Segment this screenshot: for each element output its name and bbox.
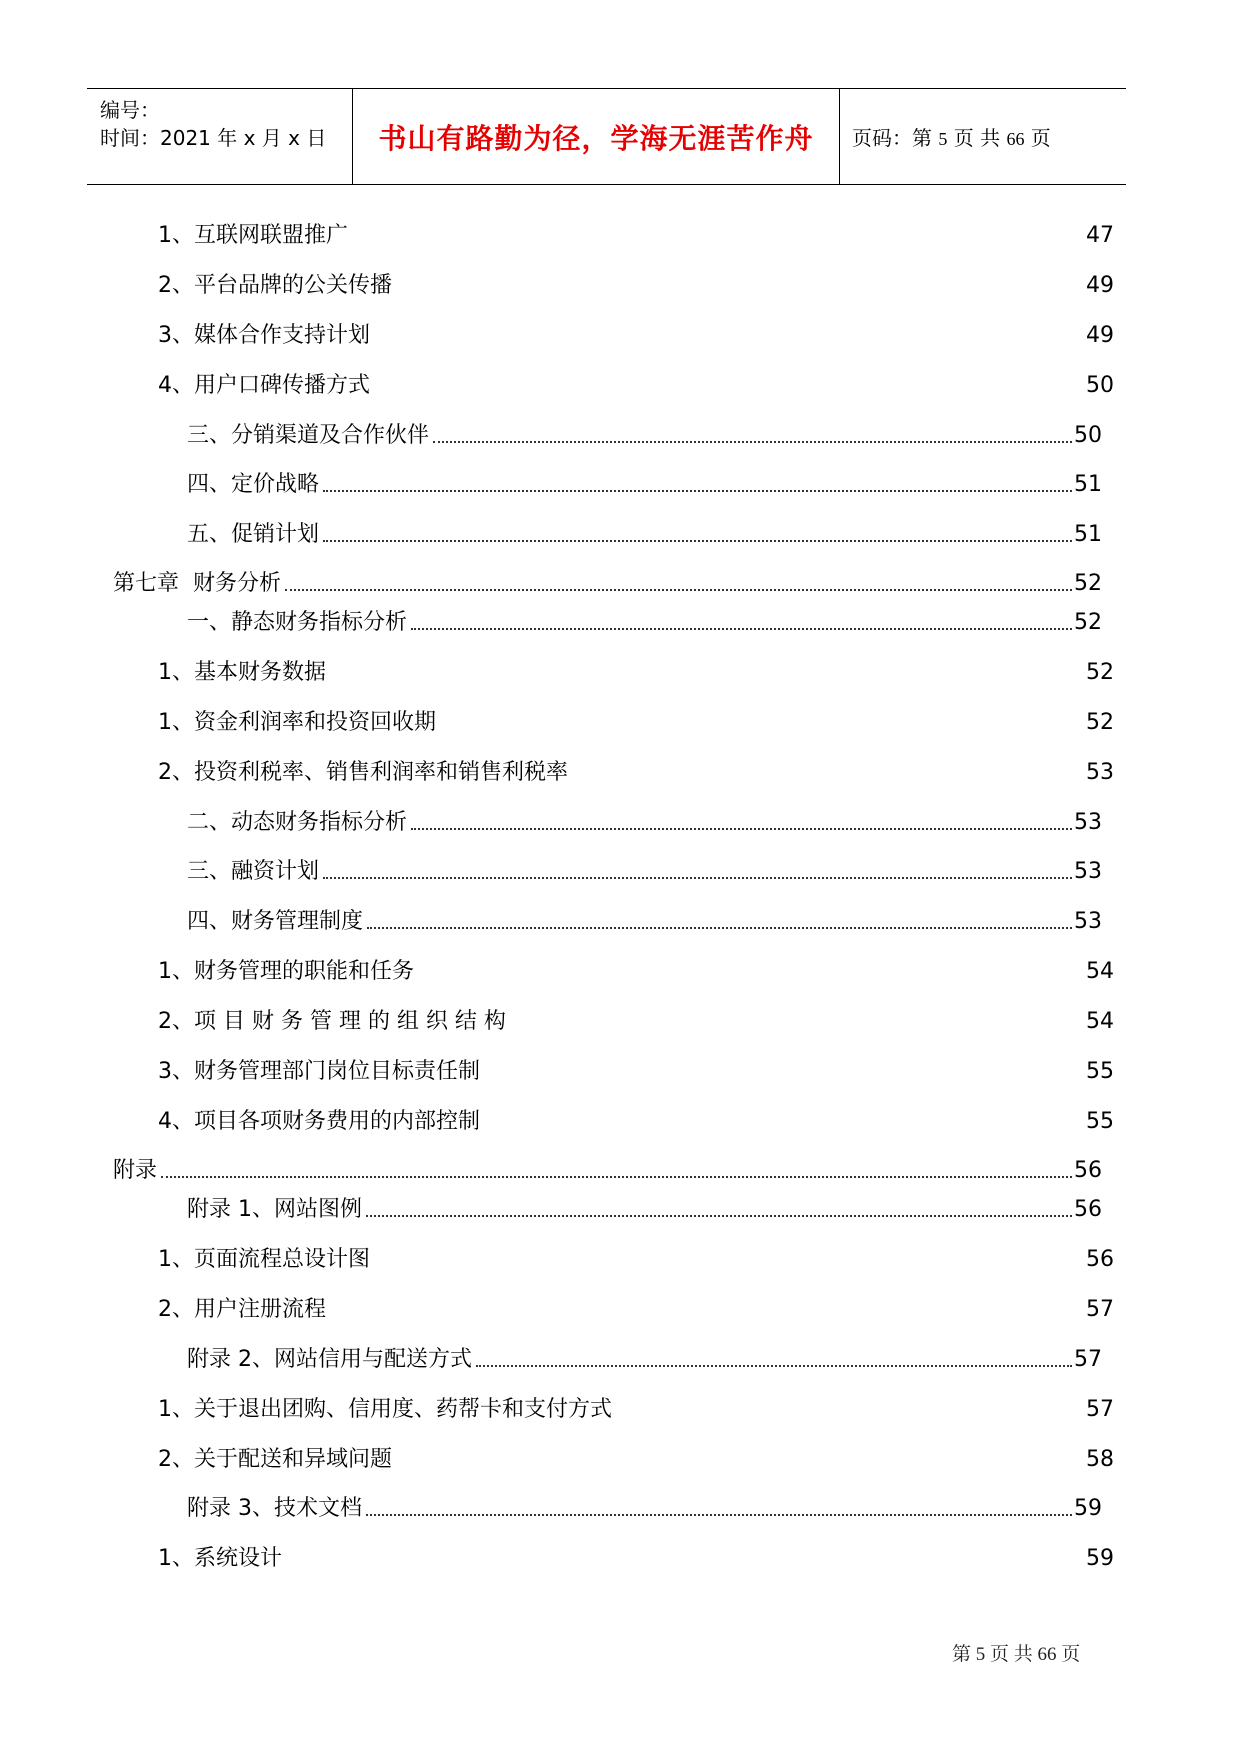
toc-entry-title: 3、财务管理部门岗位目标责任制	[158, 1059, 480, 1084]
toc-entry-page: 54	[1086, 1009, 1114, 1034]
toc-entry-page: 52	[1074, 610, 1102, 635]
toc-entry-title: 三、融资计划	[187, 859, 320, 884]
toc-entry[interactable]	[158, 1541, 1114, 1573]
toc-entry-title: 二、动态财务指标分析	[187, 810, 408, 835]
toc-entry[interactable]	[187, 467, 1102, 499]
dot-leader	[323, 876, 1072, 879]
serial-label: 编号：	[100, 98, 160, 122]
toc-entry-title: 四、财务管理制度	[187, 909, 364, 934]
dot-leader	[433, 440, 1072, 443]
dot-leader	[366, 1214, 1072, 1217]
toc-entry-page: 57	[1074, 1347, 1102, 1372]
toc-entry[interactable]	[113, 566, 1102, 598]
toc-entry-title: 1、互联网联盟推广	[158, 223, 348, 248]
toc-entry-page: 50	[1074, 423, 1102, 448]
toc-entry[interactable]	[158, 1442, 1114, 1474]
toc-entry[interactable]	[158, 705, 1114, 737]
toc-entry-title: 附录 3、技术文档	[187, 1496, 362, 1521]
toc-entry-title: 2、平台品牌的公关传播	[158, 273, 392, 298]
toc-entry-page: 56	[1086, 1247, 1114, 1272]
toc-entry-page: 56	[1074, 1158, 1102, 1183]
toc-entry[interactable]	[113, 1153, 1102, 1185]
toc-entry-title: 2、关于配送和异域问题	[158, 1447, 392, 1472]
toc-entry-title: 一、静态财务指标分析	[187, 610, 408, 635]
toc-entry[interactable]	[158, 368, 1114, 400]
toc-entry[interactable]	[158, 218, 1114, 250]
toc-entry-page: 54	[1086, 959, 1114, 984]
toc-entry-page: 51	[1074, 522, 1102, 547]
toc-entry-title: 五、促销计划	[187, 522, 320, 547]
page-total: 66	[1006, 129, 1025, 149]
dot-leader	[323, 539, 1072, 542]
page-mid: 页 共	[953, 126, 1001, 150]
toc-entry[interactable]	[158, 1292, 1114, 1324]
toc-entry-title: 1、资金利润率和投资回收期	[158, 710, 436, 735]
toc-entry-page: 59	[1086, 1546, 1114, 1571]
toc-entry-page: 55	[1086, 1109, 1114, 1134]
page-prefix: 页码：第	[852, 126, 932, 150]
header-meta-cell	[87, 89, 352, 184]
toc-entry-page: 47	[1086, 223, 1114, 248]
dot-leader	[411, 627, 1072, 630]
toc-entry-page: 50	[1086, 373, 1114, 398]
toc-entry[interactable]	[158, 954, 1114, 986]
toc-entry-page: 52	[1086, 660, 1114, 685]
toc-entry-title: 4、项目各项财务费用的内部控制	[158, 1109, 480, 1134]
toc-entry-title: 附录	[113, 1158, 158, 1183]
toc-entry-page: 57	[1086, 1297, 1114, 1322]
toc-entry[interactable]	[158, 1392, 1114, 1424]
page-suffix: 页	[1030, 126, 1051, 150]
header-page-cell	[840, 89, 1126, 184]
toc-entry-page: 53	[1074, 909, 1102, 934]
toc-entry-page: 53	[1074, 859, 1102, 884]
toc-entry-page: 49	[1086, 323, 1114, 348]
toc-entry-title: 1、系统设计	[158, 1546, 282, 1571]
dot-leader	[476, 1364, 1072, 1367]
toc-entry-title: 第七章 财务分析	[113, 571, 281, 596]
document-header	[87, 88, 1126, 185]
toc-entry[interactable]	[187, 854, 1102, 886]
toc-entry[interactable]	[187, 1342, 1102, 1374]
dot-leader	[366, 1513, 1072, 1516]
toc-entry-title: 附录 2、网站信用与配送方式	[187, 1347, 472, 1372]
toc-entry-page: 51	[1074, 472, 1102, 497]
toc-entry[interactable]	[187, 605, 1102, 637]
header-page-number	[852, 122, 1051, 151]
time-label: 时间：2021 年 x 月 x 日	[100, 126, 327, 150]
toc-entry[interactable]	[187, 1491, 1102, 1523]
toc-entry-page: 53	[1074, 810, 1102, 835]
toc-entry-page: 53	[1086, 760, 1114, 785]
motto: 书山有路勤为径，学海无涯苦作舟	[378, 121, 814, 155]
toc-entry[interactable]	[158, 268, 1114, 300]
dot-leader	[367, 926, 1072, 929]
toc-entry-title: 1、页面流程总设计图	[158, 1247, 370, 1272]
toc-entry-title: 四、定价战略	[187, 472, 320, 497]
toc-entry-title: 1、基本财务数据	[158, 660, 326, 685]
toc-entry-title: 2、投资利税率、销售利润率和销售利税率	[158, 760, 568, 785]
toc-entry-title: 1、财务管理的职能和任务	[158, 959, 414, 984]
toc-entry-title: 3、媒体合作支持计划	[158, 323, 370, 348]
toc-entry-title: 2、项 目 财 务 管 理 的 组 织 结 构	[158, 1009, 506, 1034]
toc-entry-page: 58	[1086, 1447, 1114, 1472]
toc-entry[interactable]	[158, 655, 1114, 687]
toc-entry-page: 49	[1086, 273, 1114, 298]
toc-entry-page: 59	[1074, 1496, 1102, 1521]
toc-entry-title: 附录 1、网站图例	[187, 1197, 362, 1222]
toc-entry[interactable]	[187, 517, 1102, 549]
toc-entry[interactable]	[158, 1242, 1114, 1274]
toc-entry[interactable]	[158, 1004, 1114, 1036]
toc-entry-title: 1、关于退出团购、信用度、药帮卡和支付方式	[158, 1397, 612, 1422]
toc-entry[interactable]	[187, 418, 1102, 450]
toc-entry[interactable]	[158, 1104, 1114, 1136]
toc-entry[interactable]	[158, 1054, 1114, 1086]
page-current: 5	[938, 129, 948, 149]
toc-entry[interactable]	[187, 805, 1102, 837]
toc-entry[interactable]	[187, 904, 1102, 936]
header-motto-cell	[352, 89, 840, 184]
dot-leader	[411, 827, 1072, 830]
dot-leader	[323, 489, 1072, 492]
toc-entry-title: 2、用户注册流程	[158, 1297, 326, 1322]
toc-entry-title: 4、用户口碑传播方式	[158, 373, 370, 398]
toc-entry-page: 52	[1074, 571, 1102, 596]
dot-leader	[161, 1175, 1072, 1178]
toc-entry-page: 57	[1086, 1397, 1114, 1422]
toc-entry-title: 三、分销渠道及合作伙伴	[187, 423, 430, 448]
dot-leader	[285, 588, 1072, 591]
toc-entry[interactable]	[158, 755, 1114, 787]
toc-entry[interactable]	[158, 318, 1114, 350]
page-footer: 第 5 页 共 66 页	[952, 1644, 1081, 1665]
toc-entry-page: 52	[1086, 710, 1114, 735]
toc-entry[interactable]	[187, 1192, 1102, 1224]
toc-entry-page: 56	[1074, 1197, 1102, 1222]
toc-entry-page: 55	[1086, 1059, 1114, 1084]
